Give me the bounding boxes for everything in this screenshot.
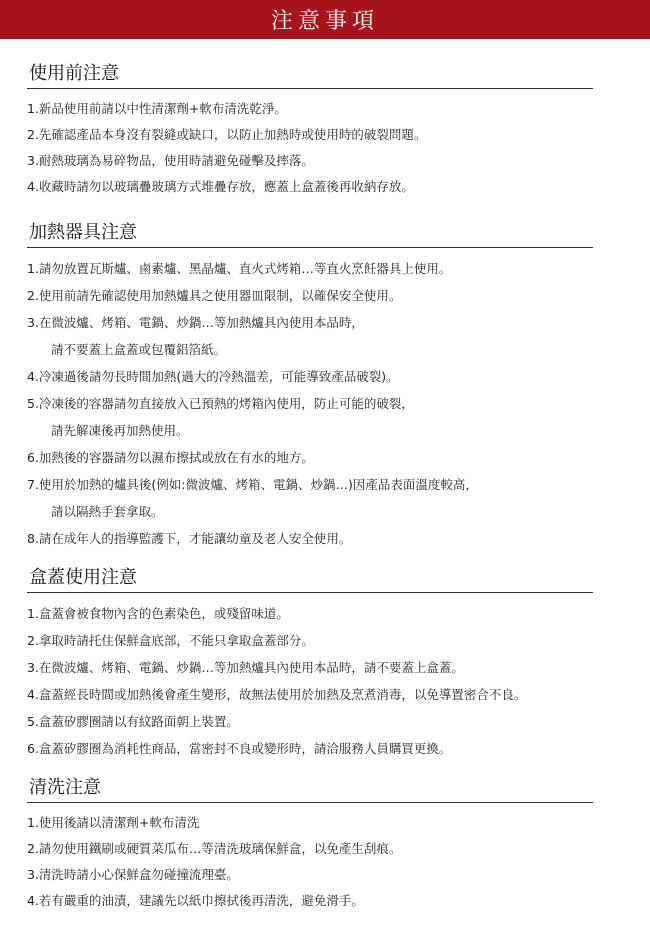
section-heading: 使用前注意 — [27, 62, 593, 89]
section-heading: 加熱器具注意 — [27, 221, 593, 248]
list-item: 5.冷凍後的容器請勿直接放入已預熱的烤箱內使用，防止可能的破裂， — [27, 396, 414, 411]
list-item: 4.若有嚴重的油漬，建議先以紙巾擦拭後再清洗，避免滑手。 — [27, 893, 364, 908]
list-item: 4.盒蓋經長時間或加熱後會產生變形，故無法使用於加熱及烹煮消毒，以免導置密合不良。 — [27, 687, 527, 702]
section-before-use — [27, 62, 593, 194]
list-item: 5.盒蓋矽膠圈請以有紋路面朝上裝置。 — [27, 714, 239, 729]
section-heating-appliances — [27, 221, 593, 546]
list-item: 6.加熱後的容器請勿以濕布擦拭或放在有水的地方。 — [27, 450, 314, 465]
list-item: 2.使用前請先確認使用加熱爐具之使用器皿限制，以確保安全使用。 — [27, 288, 402, 303]
list-item-continuation: 請不要蓋上盒蓋或包覆鋁箔紙。 — [51, 342, 227, 357]
section-heading: 清洗注意 — [27, 776, 593, 803]
list-item: 2.請勿使用鐵刷或硬質菜瓜布…等清洗玻璃保鮮盒，以免產生刮痕。 — [27, 841, 402, 856]
section-cleaning — [27, 776, 593, 908]
list-item: 6.盒蓋矽膠圈為消耗性商品，當密封不良或變形時，請洽服務人員購買更換。 — [27, 741, 452, 756]
list-item: 3.在微波爐、烤箱、電鍋、炒鍋…等加熱爐具內使用本品時，請不要蓋上盒蓋。 — [27, 660, 464, 675]
list-item: 4.收藏時請勿以玻璃疊玻璃方式堆疊存放，應蓋上盒蓋後再收納存放。 — [27, 179, 414, 194]
banner-title: 注意事項 — [270, 9, 379, 34]
list-item: 3.清洗時請小心保鮮盒勿碰撞流理臺。 — [27, 867, 239, 882]
section-lid-usage — [27, 566, 593, 756]
list-item-continuation: 請以隔熱手套拿取。 — [51, 504, 164, 519]
list-item: 1.新品使用前請以中性清潔劑+軟布清洗乾淨。 — [27, 101, 287, 116]
list-item: 1.請勿放置瓦斯爐、鹵素爐、黑晶爐、直火式烤箱…等直火烹飪器具上使用。 — [27, 261, 452, 276]
list-item-continuation: 請先解凍後再加熱使用。 — [51, 423, 189, 438]
list-item: 3.在微波爐、烤箱、電鍋、炒鍋…等加熱爐具內使用本品時， — [27, 315, 364, 330]
list-item: 2.拿取時請托住保鮮盒底部，不能只拿取盒蓋部分。 — [27, 633, 314, 648]
list-item: 2.先確認產品本身沒有裂縫或缺口，以防止加熱時或使用時的破裂問題。 — [27, 127, 427, 142]
list-item: 1.盒蓋會被食物內含的色素染色，或殘留味道。 — [27, 606, 289, 621]
list-item: 1.使用後請以清潔劑+軟布清洗 — [27, 815, 200, 830]
list-item: 4.冷凍過後請勿長時間加熱(過大的冷熱溫差，可能導致產品破裂)。 — [27, 369, 399, 384]
list-item: 3.耐熱玻璃為易碎物品，使用時請避免碰擊及摔落。 — [27, 153, 314, 168]
title-banner — [0, 0, 650, 39]
section-heading: 盒蓋使用注意 — [27, 566, 593, 593]
list-item: 7.使用於加熱的爐具後(例如:微波爐、烤箱、電鍋、炒鍋…)因產品表面溫度較高， — [27, 477, 478, 492]
list-item: 8.請在成年人的指導監護下，才能讓幼童及老人安全使用。 — [27, 531, 352, 546]
